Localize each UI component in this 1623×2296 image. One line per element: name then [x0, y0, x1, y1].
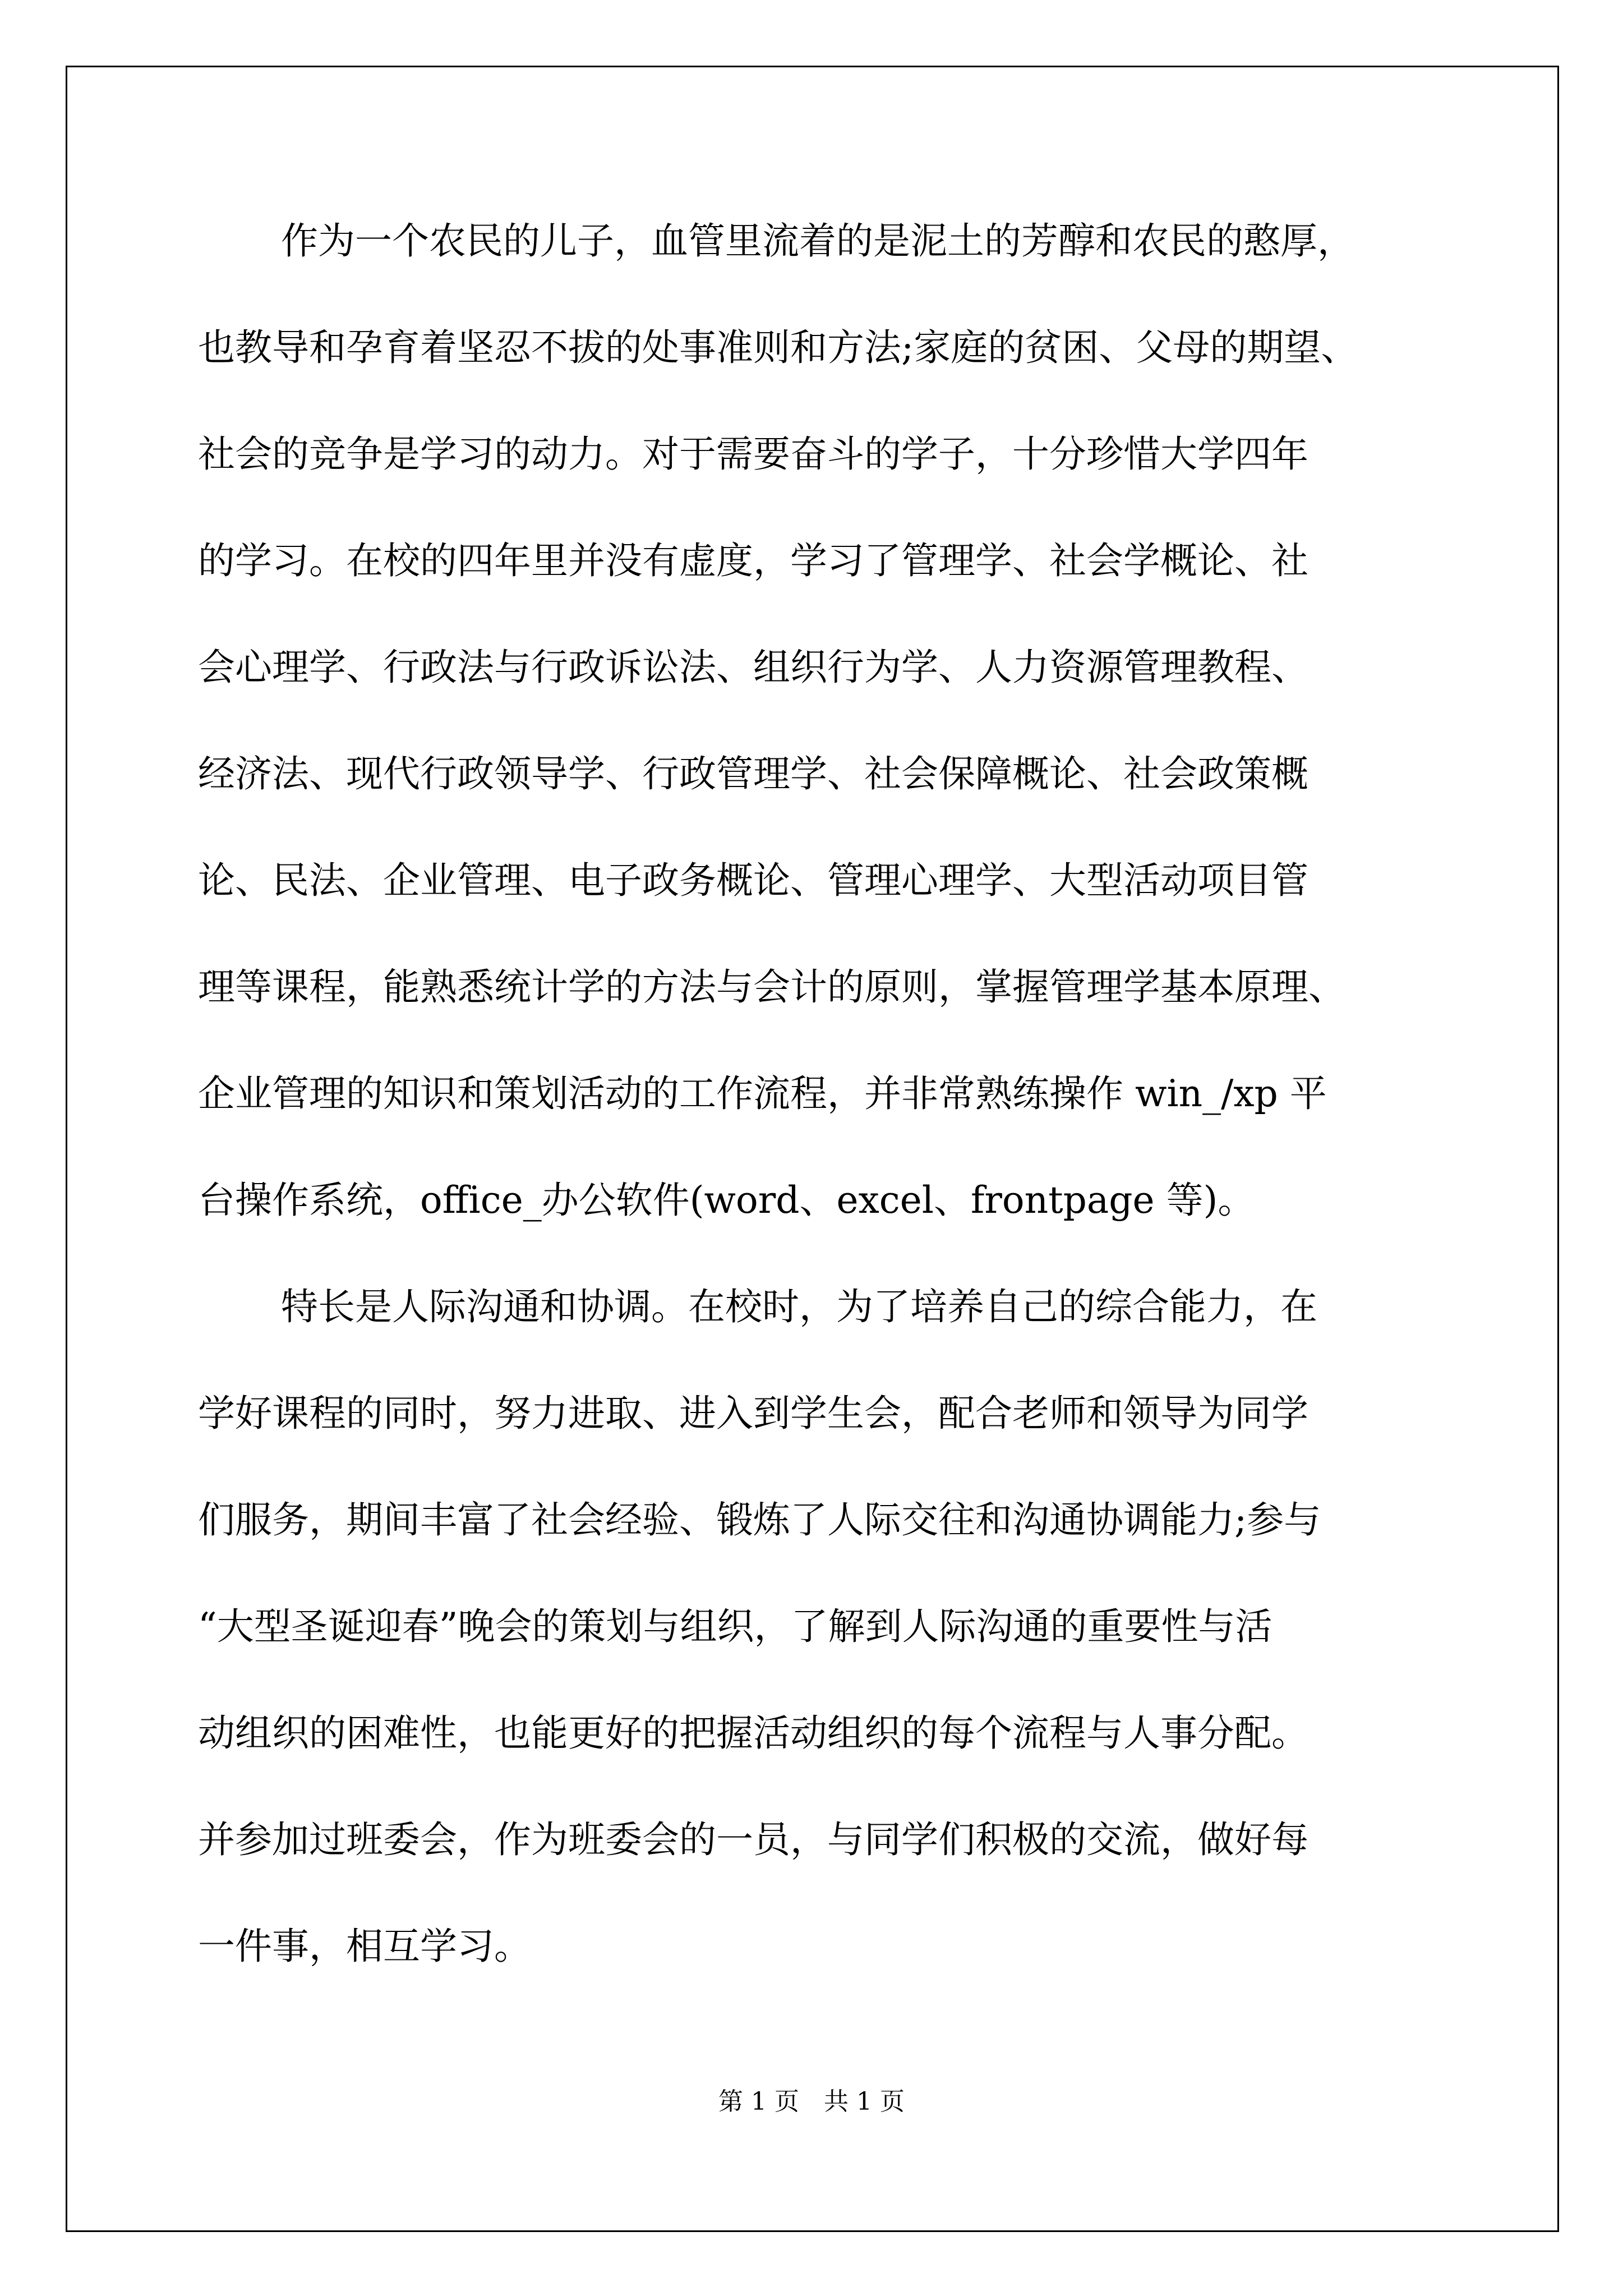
paragraph-1-line-1: 作为一个农民的儿子，血管里流着的是泥土的芳醇和农民的憨厚， [281, 219, 1354, 263]
paragraph-1-line-7: 论、民法、企业管理、电子政务概论、管理心理学、大型活动项目管 [198, 859, 1308, 902]
paragraph-1-line-9: 企业管理的知识和策划活动的工作流程，并非常熟练操作 win_/xp 平 [198, 1072, 1327, 1115]
paragraph-2-line-4: “大型圣诞迎春”晚会的策划与组织，了解到人际沟通的重要性与活 [198, 1605, 1272, 1648]
paragraph-1-line-4: 的学习。在校的四年里并没有虚度，学习了管理学、社会学概论、社 [198, 539, 1308, 582]
paragraph-1-line-5: 会心理学、行政法与行政诉讼法、组织行为学、人力资源管理教程、 [198, 646, 1308, 689]
paragraph-2-line-5: 动组织的困难性，也能更好的把握活动组织的每个流程与人事分配。 [198, 1711, 1308, 1755]
paragraph-2-line-6: 并参加过班委会，作为班委会的一员，与同学们积极的交流，做好每 [198, 1818, 1308, 1861]
paragraph-1-line-10: 台操作系统，office_办公软件(word、excel、frontpage 等)。 [198, 1179, 1255, 1222]
paragraph-2-line-3: 们服务，期间丰富了社会经验、锻炼了人际交往和沟通协调能力;参与 [198, 1498, 1321, 1542]
paragraph-2-line-7: 一件事，相互学习。 [198, 1925, 531, 1968]
paragraph-1-line-3: 社会的竞争是学习的动力。对于需要奋斗的学子，十分珍惜大学四年 [198, 432, 1308, 476]
paragraph-2-line-2: 学好课程的同时，努力进取、进入到学生会，配合老师和领导为同学 [198, 1392, 1308, 1435]
page-number-footer: 第 1 页 共 1 页 [718, 2087, 905, 2116]
paragraph-1-line-8: 理等课程，能熟悉统计学的方法与会计的原则，掌握管理学基本原理、 [198, 965, 1345, 1009]
paragraph-2-line-1: 特长是人际沟通和协调。在校时，为了培养自己的综合能力，在 [281, 1285, 1317, 1328]
paragraph-1-line-6: 经济法、现代行政领导学、行政管理学、社会保障概论、社会政策概 [198, 752, 1308, 795]
document-body [198, 213, 1499, 2025]
paragraph-1-line-2: 也教导和孕育着坚忍不拔的处事准则和方法;家庭的贫困、父母的期望、 [198, 326, 1358, 369]
